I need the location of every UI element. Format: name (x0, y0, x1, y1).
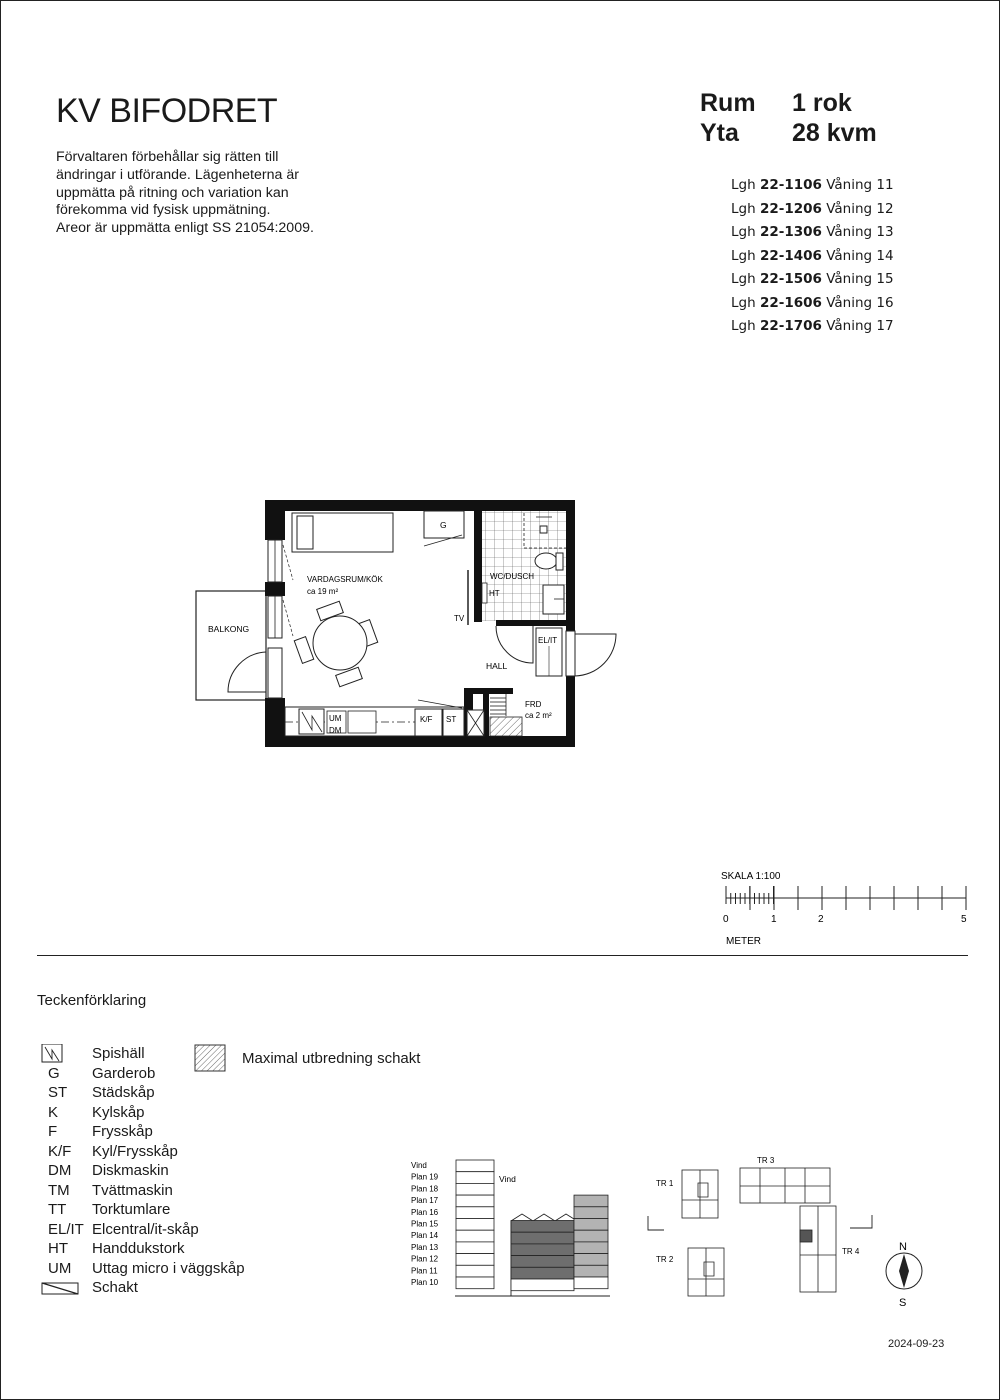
apartment-floor-label: Våning (826, 271, 873, 287)
frd-area: ca 2 m² (525, 711, 552, 720)
wall-frd-top (473, 688, 513, 694)
apartment-row (731, 221, 894, 245)
legend-label: Schakt (92, 1279, 138, 1296)
disclaimer-line: uppmätta på ritning och variation kan (56, 184, 289, 201)
page-title: KV BIFODRET (56, 92, 278, 130)
legend-label: Torktumlare (92, 1201, 171, 1218)
disclaimer-line: ändringar i utförande. Lägenheterna är (56, 166, 299, 183)
area-value: 28 kvm (792, 119, 877, 147)
wardrobe-label: G (440, 520, 447, 530)
legend-item (40, 1161, 245, 1181)
legend-label: Kyl/Frysskåp (92, 1142, 178, 1160)
apartment-lgh-label: Lgh (731, 318, 756, 334)
pillow (297, 516, 313, 549)
sink (348, 711, 376, 733)
legend-label: Uttag micro i väggskåp (92, 1259, 245, 1277)
legend-item (40, 1083, 245, 1103)
rooms-value: 1 rok (792, 89, 852, 117)
level-label: Plan 12 (411, 1254, 439, 1264)
tr3-label: TR 3 (757, 1156, 775, 1165)
level-label: Plan 10 (411, 1278, 439, 1287)
apartment-number: 22-1506 (759, 271, 822, 287)
right-floor (574, 1265, 608, 1277)
disclaimer-line: förekomma vid fysisk uppmätning. (56, 202, 271, 219)
highlighted-floor (511, 1244, 574, 1256)
legend-label: Elcentral/it-skåp (92, 1220, 199, 1238)
apartment-row (731, 292, 894, 316)
apartment-lgh-label: Lgh (731, 247, 756, 264)
apartment-row (731, 245, 894, 269)
legend-code: ST (48, 1084, 68, 1101)
apartment-floor-label: Våning (826, 294, 873, 311)
entrance-door-frame (566, 631, 575, 676)
wall-right-top (566, 500, 575, 631)
highlighted-floor (511, 1221, 574, 1233)
legend-shaft-max (194, 1044, 420, 1072)
section-cut-left (648, 1216, 664, 1230)
apartment-floor: 16 (876, 294, 894, 311)
dining-table (294, 601, 377, 686)
legend-label: Handdukstork (92, 1240, 185, 1257)
shaft-icon (40, 1278, 92, 1298)
apartment-floor-label: Våning (826, 318, 873, 334)
dm-label: DM (329, 726, 342, 735)
vind-label: Vind (499, 1174, 516, 1184)
legend-code: UM (48, 1259, 72, 1277)
legend-item (40, 1278, 245, 1298)
scale-tick-0: 0 (723, 914, 729, 925)
level-label: Plan 19 (411, 1172, 439, 1182)
tower-floor (456, 1230, 494, 1242)
stair-tr4 (800, 1206, 836, 1292)
legend-item (40, 1259, 245, 1279)
level-label: Plan 14 (411, 1231, 439, 1241)
wall-left-top (265, 500, 285, 540)
area-row (700, 118, 877, 148)
shower-drain (540, 526, 547, 533)
apartment-lgh-label: Lgh (731, 271, 756, 287)
apartment-row (731, 315, 894, 339)
right-floor (574, 1277, 608, 1289)
level-label: Plan 16 (411, 1207, 439, 1217)
scale-tick-5: 5 (961, 914, 967, 925)
wall-right-bottom (566, 676, 575, 747)
tower-floor (456, 1277, 494, 1289)
legend-code: TT (48, 1201, 67, 1218)
legend-item (40, 1181, 245, 1201)
tower-floor (456, 1172, 494, 1184)
tower-floor (456, 1207, 494, 1219)
highlighted-floor (511, 1267, 574, 1279)
apartment-number: 22-1306 (759, 224, 822, 240)
scale-bar (715, 865, 980, 950)
level-label: Plan 15 (411, 1219, 439, 1229)
right-floor (574, 1219, 608, 1231)
apartment-row (731, 268, 894, 292)
legend-label: Kylskåp (92, 1103, 145, 1121)
wall-left-mid (265, 582, 285, 596)
apartment-floor-label: Våning (826, 224, 873, 240)
hatch-icon (194, 1044, 228, 1072)
hall-label: HALL (486, 661, 508, 671)
legend-item (40, 1122, 245, 1142)
toilet (535, 553, 557, 569)
apartment-floor: 17 (876, 318, 894, 334)
elit-label: EL/IT (538, 636, 558, 645)
right-floor (574, 1242, 608, 1254)
apartment-floor-label: Våning (826, 200, 873, 217)
shaft-max (490, 717, 522, 736)
apartment-number: 22-1106 (759, 177, 822, 193)
scale-tick-2: 2 (818, 914, 824, 925)
legend-code: HT (48, 1240, 68, 1257)
entrance-door-swing (575, 634, 616, 676)
washbasin (543, 585, 564, 614)
right-floor (574, 1195, 608, 1207)
legend-item (40, 1239, 245, 1259)
scale-label: SKALA 1:100 (721, 871, 781, 882)
stair-tr3 (740, 1168, 830, 1203)
apartment-floor-label: Våning (826, 177, 873, 193)
tr4-label: TR 4 (842, 1247, 860, 1256)
scale-unit: METER (726, 936, 761, 947)
date: 2024-09-23 (888, 1338, 945, 1350)
apartment-floor: 12 (876, 200, 894, 217)
key-plan (640, 1150, 940, 1310)
legend-item (40, 1142, 245, 1162)
scale-tick-1: 1 (771, 914, 777, 925)
legend-code: F (48, 1123, 58, 1140)
stove-icon (40, 1044, 92, 1064)
right-floor (574, 1230, 608, 1242)
bathroom-door-swing (496, 626, 533, 663)
legend-code: EL/IT (48, 1220, 84, 1238)
apartment-floor: 14 (876, 247, 894, 264)
tower-floor (456, 1265, 494, 1277)
tower-floor (456, 1183, 494, 1195)
apartment-number: 22-1406 (759, 247, 822, 264)
stair-tr2 (688, 1248, 724, 1296)
disclaimer (56, 149, 376, 238)
wall-bathroom-left (474, 500, 482, 622)
tower-floor (456, 1242, 494, 1254)
um-label: UM (329, 714, 342, 723)
tower-floor (456, 1195, 494, 1207)
legend-code: DM (48, 1162, 72, 1179)
legend-code: K/F (48, 1142, 72, 1160)
legend-code: G (48, 1064, 60, 1082)
wall-bottom (265, 736, 575, 747)
apartment-floor: 11 (876, 177, 894, 193)
tv-label: TV (454, 614, 465, 623)
level-labels (411, 1161, 439, 1287)
apartment-lgh-label: Lgh (731, 177, 756, 193)
apartment-list (731, 174, 894, 339)
legend-item (40, 1200, 245, 1220)
towel-rail (482, 583, 487, 603)
legend-code: TM (48, 1181, 70, 1199)
legend-label: Diskmaskin (92, 1162, 169, 1179)
apartment-lgh-label: Lgh (731, 200, 756, 217)
highlighted-floor (511, 1232, 574, 1244)
divider (37, 955, 968, 956)
apartment-summary (700, 88, 877, 148)
rooms-row (700, 88, 877, 118)
legend-label: Spishäll (92, 1045, 145, 1062)
level-label: Plan 18 (411, 1184, 439, 1194)
apartment-number: 22-1606 (759, 294, 822, 311)
right-floor (574, 1254, 608, 1266)
section-tower (456, 1160, 494, 1289)
legend-label: Frysskåp (92, 1123, 153, 1140)
balcony-label: BALKONG (208, 624, 250, 634)
level-label: Vind (411, 1161, 427, 1170)
legend-label: Tvättmaskin (92, 1181, 173, 1199)
legend-item (40, 1220, 245, 1240)
tower-floor (456, 1254, 494, 1266)
ht-label: HT (489, 589, 500, 598)
tr2-label: TR 2 (656, 1255, 674, 1264)
disclaimer-line: Areor är uppmätta enligt SS 21054:2009. (56, 220, 314, 237)
apartment-row (731, 198, 894, 222)
living-room-label: VARDAGSRUM/KÖK (307, 575, 383, 584)
apartment-floor: 15 (876, 271, 894, 287)
tower-floor (456, 1219, 494, 1231)
wall-top (265, 500, 575, 511)
frd-shelves (490, 694, 506, 716)
compass-south: S (899, 1297, 907, 1309)
wall-left-bottom (265, 698, 285, 747)
apartment-row (731, 174, 894, 198)
kf-label: K/F (420, 715, 433, 724)
highlighted-floor (511, 1256, 574, 1268)
tower-floor (456, 1160, 494, 1172)
level-label: Plan 13 (411, 1242, 439, 1252)
compass-north: N (899, 1241, 907, 1253)
disclaimer-line: Förvaltaren förbehållar sig rätten till (56, 149, 279, 165)
apartment-floor: 13 (876, 224, 894, 240)
level-label: Plan 17 (411, 1196, 439, 1206)
apartment-lgh-label: Lgh (731, 224, 756, 240)
legend-code: K (48, 1103, 59, 1121)
legend-shaft-max-label: Maximal utbredning schakt (242, 1049, 421, 1067)
apartment-number: 22-1706 (759, 318, 822, 334)
mid-floor (511, 1279, 574, 1291)
apartment-lgh-label: Lgh (731, 294, 756, 311)
legend-item (40, 1103, 245, 1123)
section-right-block (574, 1195, 608, 1289)
balcony (196, 591, 266, 700)
legend-label: Städskåp (92, 1084, 155, 1101)
level-label: Plan 11 (411, 1266, 438, 1276)
living-room-area: ca 19 m² (307, 587, 339, 596)
wall-bathroom-bottom (496, 620, 566, 626)
building-section (400, 1150, 620, 1300)
legend-title: Teckenförklaring (37, 992, 147, 1009)
compass-icon (886, 1241, 922, 1309)
floor-plan (190, 495, 630, 755)
legend (40, 1044, 245, 1298)
tr1-label: TR 1 (656, 1179, 674, 1188)
st-label: ST (446, 715, 457, 724)
right-floor (574, 1207, 608, 1219)
apartment-floor-label: Våning (826, 247, 873, 264)
area-label: Yta (700, 119, 739, 147)
section-mid-block (511, 1221, 574, 1291)
section-cut-right (850, 1215, 872, 1228)
rooms-label: Rum (700, 89, 756, 117)
stair-tr1 (682, 1170, 718, 1218)
wc-label: WC/DUSCH (490, 572, 534, 581)
apartment-number: 22-1206 (759, 200, 822, 217)
balcony-door (268, 648, 282, 698)
legend-label: Garderob (92, 1064, 156, 1082)
frd-label: FRD (525, 700, 542, 709)
